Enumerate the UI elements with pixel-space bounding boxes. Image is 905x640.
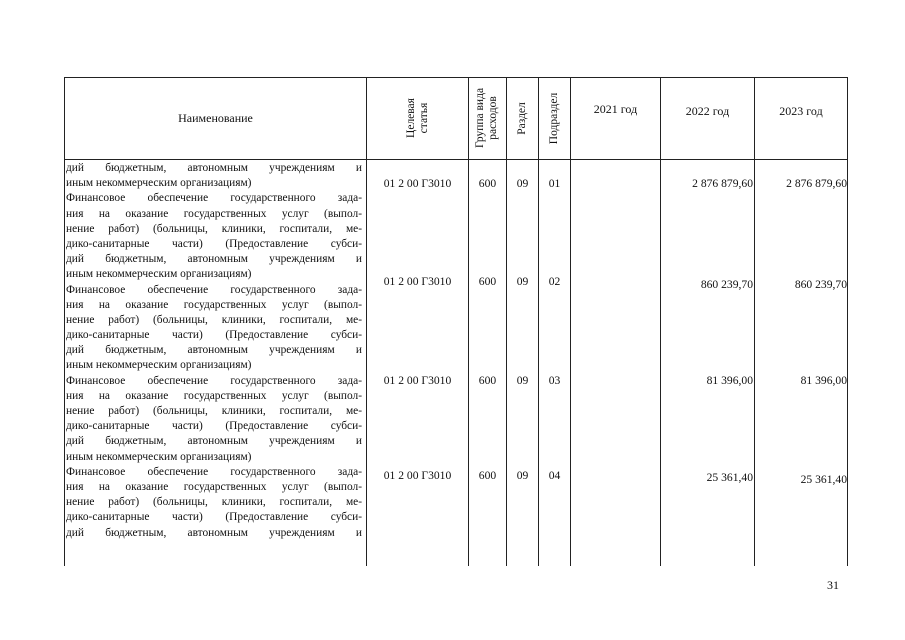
cell-2023: 25 361,40 xyxy=(800,473,847,486)
cell-target: 01 2 00 Г3010 xyxy=(383,275,452,288)
name-line: ния на оказание государственных услуг (выпол- xyxy=(66,480,362,493)
header-2022-label: 2022 год xyxy=(685,104,730,118)
budget-table xyxy=(64,77,848,566)
header-2023-label: 2023 год xyxy=(779,104,823,118)
name-line: иным некоммерческим организациям) xyxy=(66,177,252,190)
name-line: Финансовое обеспечение государственного зада- xyxy=(66,374,362,387)
header-section xyxy=(507,78,538,158)
name-line: ния на оказание государственных услуг (выпол- xyxy=(66,298,362,311)
name-line: иным некоммерческим организациям) xyxy=(66,450,252,463)
name-line: дико-санитарные части) (Предоставление субси- xyxy=(66,511,362,524)
cell-subsection: 01 xyxy=(548,177,561,190)
cell-group: 600 xyxy=(478,275,497,288)
name-line: дий бюджетным, автономным учреждениям и xyxy=(66,253,362,266)
name-line: дий бюджетным, автономным учреждениям и xyxy=(66,435,362,448)
name-line: дий бюджетным, автономным учреждениям и xyxy=(66,526,362,539)
name-line: ния на оказание государственных услуг (выпол- xyxy=(66,207,362,220)
name-column-text xyxy=(66,161,362,541)
cell-group: 600 xyxy=(478,374,497,387)
name-line: нение работ) (больницы, клиники, госпитали, ме- xyxy=(66,222,362,235)
name-line: дико-санитарные части) (Предоставление субси- xyxy=(66,420,362,433)
name-line: Финансовое обеспечение государственного зада- xyxy=(66,283,362,296)
cell-2022: 81 396,00 xyxy=(706,374,753,387)
header-2023 xyxy=(755,78,847,158)
name-line: дий бюджетным, автономным учреждениям и xyxy=(66,162,362,174)
cell-target: 01 2 00 Г3010 xyxy=(383,177,452,190)
name-line: Финансовое обеспечение государственного зада- xyxy=(66,192,362,205)
header-group-label: Группа вида расходов xyxy=(474,87,500,149)
header-2022 xyxy=(661,78,754,158)
name-line: иным некоммерческим организациям) xyxy=(66,268,252,281)
name-line: дико-санитарные части) (Предоставление субси- xyxy=(66,237,362,250)
grid-line xyxy=(847,77,848,566)
header-2021-label: 2021 год xyxy=(593,102,638,116)
name-line: нение работ) (больницы, клиники, госпитали, ме- xyxy=(66,405,362,417)
cell-2023: 860 239,70 xyxy=(794,278,847,291)
cell-target: 01 2 00 Г3010 xyxy=(383,469,452,482)
cell-2023: 2 876 879,60 xyxy=(786,177,847,190)
name-line: Финансовое обеспечение государственного зада- xyxy=(66,465,362,478)
cell-subsection: 04 xyxy=(548,469,561,482)
cell-subsection: 02 xyxy=(548,275,561,288)
cell-group: 600 xyxy=(478,469,497,482)
header-2021 xyxy=(571,78,660,158)
cell-group: 600 xyxy=(478,177,497,190)
header-name-label: Наименование xyxy=(178,110,253,125)
cell-section: 09 xyxy=(516,469,529,482)
name-line: дико-санитарные части) (Предоставление субси- xyxy=(66,329,362,342)
header-name xyxy=(65,78,366,158)
cell-2023: 81 396,00 xyxy=(800,374,847,387)
cell-section: 09 xyxy=(516,275,529,288)
grid-line xyxy=(64,159,848,160)
name-line: иным некоммерческим организациям) xyxy=(66,359,252,372)
name-line: дий бюджетным, автономным учреждениям и xyxy=(66,344,362,357)
header-target xyxy=(367,78,468,158)
header-section-label: Раздел xyxy=(516,101,528,135)
cell-2022: 860 239,70 xyxy=(700,278,753,291)
header-subsection-label: Подраздел xyxy=(548,92,560,144)
name-line: нение работ) (больницы, клиники, госпитали, ме- xyxy=(66,496,362,509)
cell-section: 09 xyxy=(516,374,529,387)
cell-2022: 25 361,40 xyxy=(706,471,753,484)
page-number: 31 xyxy=(827,578,839,592)
cell-subsection: 03 xyxy=(548,374,561,387)
cell-section: 09 xyxy=(516,177,529,190)
name-line: нение работ) (больницы, клиники, госпитали, ме- xyxy=(66,313,362,326)
name-line: ния на оказание государственных услуг (выпол- xyxy=(66,389,362,402)
header-subsection xyxy=(539,78,570,158)
cell-2022: 2 876 879,60 xyxy=(692,177,753,190)
header-target-label: Целевая статья xyxy=(404,98,430,138)
cell-target: 01 2 00 Г3010 xyxy=(383,374,452,387)
header-group xyxy=(469,78,506,158)
